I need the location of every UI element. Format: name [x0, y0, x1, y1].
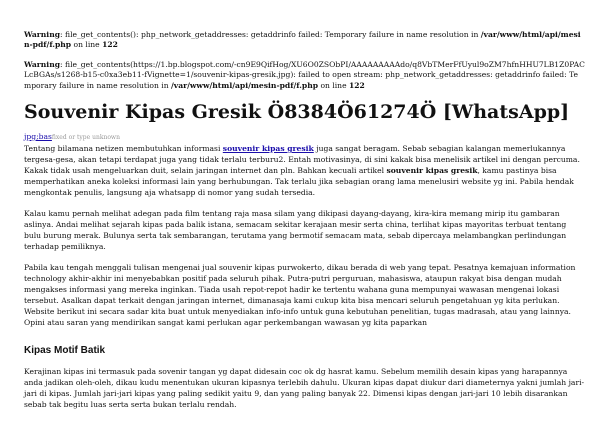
php-warning-2 [24, 60, 585, 91]
warning-line-number: 122 [102, 40, 118, 50]
warning-label: Warning [24, 30, 61, 39]
body-paragraph: Kalau kamu pernah melihat adegan pada film tentang raja masa silam yang dikipasi dayang-dayang, kira-kira memang mirip itu gambaran aslinya. Andai melihat sejarah kipas pada balik istana, semacam sekitar kerajaan mesir serta china, terlihat kipas mayoritas terbuat tentang bulu burung merak. Bulunya serta tak sembarangan, terutama yang bermotif semacam mata, sebab dipercaya melambangkan perlindungan terhadap pemiliknya. [24, 209, 567, 252]
warning-on-line: on line [318, 80, 349, 90]
warning-message: : file_get_contents(https://1.bp.blogspot.com/-cn9E9QifHog/XU6O0ZSObPI/AAAAAAAAAdo/q8VbTMerFfUyul9oZM7hfnHHU7LB1Z0PACLcBGAs/s1268-b15-c0xa3eb11-fVignette=1/souvenir-kipas-gresik.jpg): failed to open stream: php_network_getaddresses: getaddrinfo failed: Temporary failure in name resolution in [24, 59, 585, 90]
warning-line-number: 122 [348, 80, 365, 90]
section-heading: Kipas Motif Batik [24, 345, 106, 357]
warning-label: Warning [24, 59, 61, 69]
warning-on-line: on line [71, 40, 103, 50]
php-warning-1 [24, 30, 585, 51]
intro-middle: juga sangat beragam. Sebab sebagian kalangan memerlukannya tergesa-gesa, akan tetapi terdapat juga yang tidak terlalu terburu2. Entah motivasinya, di sini kakak bisa menelisik artikel ini dengan percuma. Kakak tidak usah mengeluarkan duit, selain jaringan internet dan pln. Bahkan kecuali artikel [24, 144, 580, 176]
intro-link[interactable]: souvenir kipas gresik [222, 144, 314, 154]
image-link[interactable]: jpg;bas [24, 132, 52, 142]
image-meta: fixed or type unknown [51, 134, 120, 142]
intro-bold: souvenir kipas gresik [386, 166, 478, 176]
page-title: Souvenir Kipas Gresik Ö8384Ö61274Ö [WhatsApp] [24, 101, 570, 124]
broken-image [24, 132, 585, 143]
intro-before: Tentang bilamana netizen membutuhkan informasi [24, 144, 223, 154]
intro-paragraph [24, 143, 585, 198]
section-paragraph: Kerajinan kipas ini termasuk pada sovenir tangan yg dapat didesain coc ok dg hasrat kamu. Sebelum memilih desain kipas yang harapannya anda jadikan oleh-oleh, dikau kudu menentukan ukuran kipasnya terlebih dahulu. Ukuran kipas dapat diukur dari diameternya yakni jumlah jari-jari di kipas. Jumlah jari-jari kipas yang paling sedikit yaitu 9, dan yang paling banyak 22. Dimensi kipas dengan jari-jari 10 lebih disarankan sebab tak begitu luas serta serta bukan terlalu rendah. [24, 367, 585, 410]
body-paragraph: Pabila kau tengah menggali tulisan mengenai jual souvenir kipas purwokerto, dikau berada di web yang tepat. Pesatnya kemajuan information technology akhir-akhir ini menyebabkan positif pada seluruh pihak. Putra-putri perguruan, mahasiswa, ataupun rakyat bisa dengan mudah mengakses informasi yang mereka inginkan. Tiada usah repot-repot hadir ke tertentu wahana guna mempunyai wawasan mengenai lokasi tersebut. Asalkan dapat terkait dengan jaringan internet, dimanasaja kami cukup kita bisa mencari seluruh pengetahuan yg kita perlukan. Website berikut ini secara sadar kita buat untuk menyediakan info-info untuk guna kebutuhan penelitian, tugas madrasah, atau yang lainnya. Opini atau saran yang mendirikan sangat kami perlukan agar perkembangan wawasan yg kita paparkan [24, 263, 576, 328]
warning-file: /var/www/html/api/mesin-pdf/f.php [24, 30, 581, 50]
intro-after: , kamu pastinya bisa memperhatikan aneka koleksi informasi lain yang berhubungan. Tak terlalu jika sebagian orang lama menelusiri website yg ini. Pabila hendak mengkontak penulis, langsung aja whatsapp di nomor yang sudah tersedia. [24, 166, 574, 198]
warning-message: : file_get_contents(): php_network_getaddresses: getaddrinfo failed: Temporary failure in name resolution in [60, 30, 481, 39]
warning-file: /var/www/html/api/mesin-pdf/f.php [171, 80, 319, 90]
